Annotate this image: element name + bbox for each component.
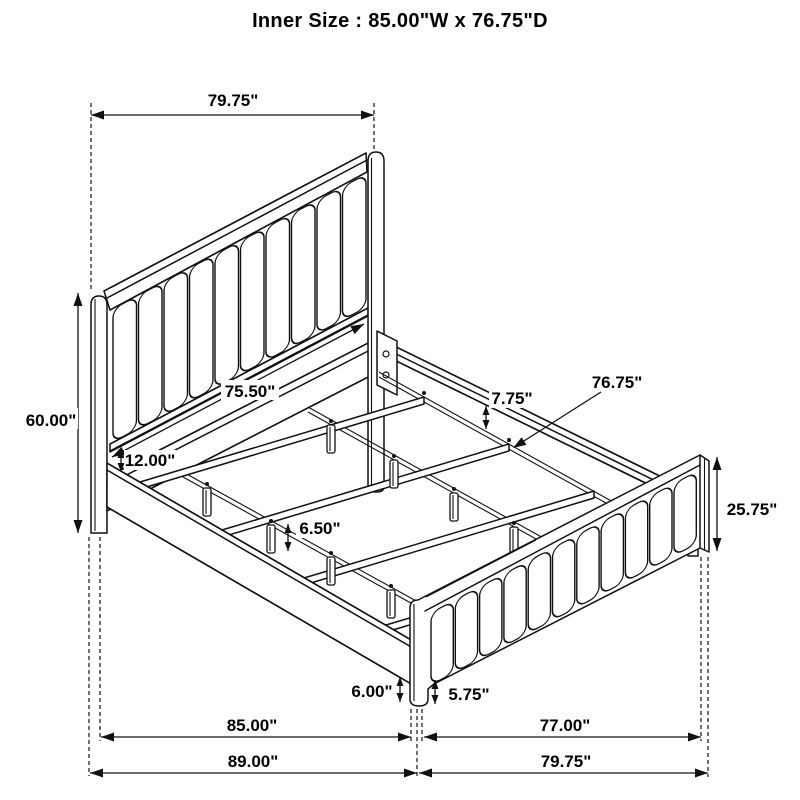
headboard-right-post (368, 152, 384, 492)
headboard-left-post (91, 296, 107, 533)
dim-label-inner-depth: 76.75" (591, 373, 643, 392)
page-title: Inner Size : 85.00"W x 76.75"D (252, 10, 548, 32)
dim-label-headboard-height: 60.00" (25, 411, 77, 430)
dim-label-footboard-height: 25.75" (726, 500, 778, 519)
dim-top-width (91, 90, 374, 120)
dim-overall-depth (419, 750, 708, 778)
slat (222, 444, 509, 537)
dim-rail-clearance (349, 677, 404, 702)
dim-label-frame-width: 85.00" (226, 716, 278, 735)
dim-label-headboard-inner-width: 75.50" (224, 382, 276, 401)
dim-label-top-width: 79.75" (207, 91, 259, 110)
dim-label-overall-width: 89.00" (227, 752, 279, 771)
dim-label-leg-height: 6.50" (299, 519, 341, 538)
dim-panel-gap (118, 449, 177, 472)
dim-frame-depth (424, 714, 701, 742)
dim-headboard-height (24, 293, 83, 533)
dim-label-slat-gap: 7.75" (491, 389, 533, 408)
dim-leg-height (285, 518, 345, 551)
dim-overall-width (90, 750, 417, 778)
headboard-channel-panels (113, 174, 366, 442)
dim-label-rail-clearance: 6.00" (351, 682, 393, 701)
dim-frame-width (101, 714, 411, 742)
dim-label-frame-depth: 77.00" (539, 716, 591, 735)
dim-label-footboard-clearance: 5.75" (448, 685, 490, 704)
dim-footboard-height (713, 457, 785, 551)
dim-label-overall-depth: 79.75" (540, 752, 592, 771)
dim-label-panel-gap: 12.00" (124, 451, 176, 470)
headboard (91, 152, 384, 533)
dim-footboard-clearance (432, 680, 493, 704)
